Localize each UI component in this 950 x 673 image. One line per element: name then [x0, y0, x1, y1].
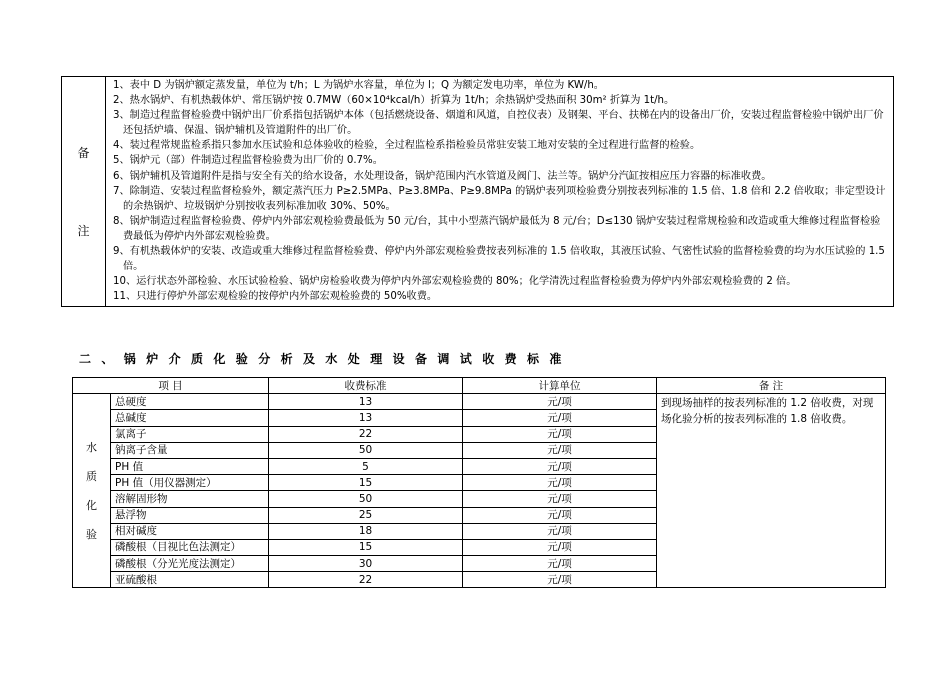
item-fee: 15	[269, 539, 463, 555]
header-item: 项 目	[73, 378, 269, 394]
item-unit: 元/项	[463, 491, 657, 507]
note-item: 5、锅炉元（部）件制造过程监督检验费为出厂价的 0.7%。	[113, 155, 383, 167]
note-item: 11、只进行停炉外部宏观检验的按停炉内外部宏观检验费的 50%收费。	[113, 291, 438, 303]
item-name: 溶解固形物	[111, 491, 269, 507]
item-fee: 18	[269, 523, 463, 539]
item-unit: 元/项	[463, 475, 657, 491]
notes-label-cell	[62, 77, 106, 307]
item-fee: 5	[269, 458, 463, 474]
notes-label-bottom: 注	[77, 223, 90, 238]
category-cell	[73, 394, 111, 588]
item-unit: 元/项	[463, 539, 657, 555]
note-item: 7、除制造、安装过程监督检验外，额定蒸汽压力 P≥2.5MPa、P≥3.8MPa、P≥9.8MPa 的锅炉表列项检验费分别按表列标准的 1.5 倍、1.8 倍和 2.2 倍收取；非定型设计的余热锅炉、垃圾锅炉分别按收表列标准加收 30%、50%。	[113, 185, 886, 212]
item-fee: 22	[269, 426, 463, 442]
note-item: 6、锅炉辅机及管道附件是指与安全有关的给水设备，水处理设备，锅炉范围内汽水管道及阀门、法兰等。锅炉分汽缸按相应压力容器的标准收费。	[113, 170, 772, 182]
note-item: 4、装过程常规监检系指只参加水压试验和总体验收的检验，全过程监检系指检验员常驻安装工地对安装的全过程进行监督的检验。	[113, 140, 701, 152]
item-name: 总碱度	[111, 410, 269, 426]
item-fee: 50	[269, 491, 463, 507]
category-char: 验	[86, 527, 97, 541]
item-unit: 元/项	[463, 442, 657, 458]
note-item: 3、制造过程监督检验费中锅炉出厂价系指包括锅炉本体（包括燃烧设备、烟道和风道，自控仪表）及钢架、平台、扶梯在内的设备出厂价，安装过程监督检验中锅炉出厂价还包括炉墙、保温、锅炉辅机及管道附件的出厂价。	[113, 110, 884, 137]
category-char: 水	[86, 440, 97, 454]
note-item: 2、热水锅炉、有机热载体炉、常压锅炉按 0.7MW（60×10⁴kcal/h）折算为 1t/h；余热锅炉受热面积 30m² 折算为 1t/h。	[113, 95, 675, 107]
header-fee: 收费标准	[269, 378, 463, 394]
notes-body	[106, 77, 894, 307]
fee-table-header-row	[73, 378, 886, 394]
item-name: 磷酸根（目视比色法测定）	[111, 539, 269, 555]
item-fee: 30	[269, 556, 463, 572]
item-unit: 元/项	[463, 426, 657, 442]
category-char: 化	[86, 498, 97, 512]
remark-cell: 到现场抽样的按表列标准的 1.2 倍收费，对现场化验分析的按表列标准的 1.8 倍收费。	[657, 394, 886, 588]
note-item: 1、表中 D 为锅炉额定蒸发量，单位为 t/h；L 为锅炉水容量，单位为 l；Q 为额定发电功率，单位为 KW/h。	[113, 80, 604, 91]
category-char: 质	[86, 469, 97, 483]
fee-table	[72, 377, 886, 588]
table-row	[73, 394, 886, 410]
note-item: 9、有机热载体炉的安装、改造或重大维修过程监督检验费、停炉内外部宏观检验费按表列标准的 1.5 倍收取，其液压试验、气密性试验的监督检验费的均为水压试验的 1.5 倍。	[113, 246, 885, 273]
item-name: PH 值（用仪器测定）	[111, 475, 269, 491]
note-item: 8、锅炉制造过程监督检验费、停炉内外部宏观检验费最低为 50 元/台，其中小型蒸汽锅炉最低为 8 元/台；D≤130 锅炉安装过程常规检验和改造或重大维修过程监督检验费最低为停炉内外部宏观检验费。	[113, 215, 881, 242]
item-unit: 元/项	[463, 556, 657, 572]
item-unit: 元/项	[463, 410, 657, 426]
item-name: 氯离子	[111, 426, 269, 442]
item-unit: 元/项	[463, 572, 657, 588]
notes-table	[61, 76, 894, 307]
item-fee: 50	[269, 442, 463, 458]
item-name: 亚硫酸根	[111, 572, 269, 588]
item-name: 相对碱度	[111, 523, 269, 539]
item-fee: 25	[269, 507, 463, 523]
item-name: 悬浮物	[111, 507, 269, 523]
header-unit: 计算单位	[463, 378, 657, 394]
section-title: 二、锅炉介质化验分析及水处理设备调试收费标准	[79, 352, 572, 366]
item-fee: 15	[269, 475, 463, 491]
item-fee: 13	[269, 394, 463, 410]
item-fee: 22	[269, 572, 463, 588]
notes-label-top: 备	[77, 145, 90, 160]
note-item: 10、运行状态外部检验、水压试验检验、锅炉房检验收费为停炉内外部宏观检验费的 80%；化学清洗过程监督检验费为停炉内外部宏观检验费的 2 倍。	[113, 276, 797, 288]
item-name: PH 值	[111, 458, 269, 474]
item-fee: 13	[269, 410, 463, 426]
item-name: 磷酸根（分光光度法测定）	[111, 556, 269, 572]
item-unit: 元/项	[463, 394, 657, 410]
item-name: 总硬度	[111, 394, 269, 410]
item-unit: 元/项	[463, 458, 657, 474]
item-name: 钠离子含量	[111, 442, 269, 458]
item-unit: 元/项	[463, 523, 657, 539]
header-remark: 备 注	[657, 378, 886, 394]
item-unit: 元/项	[463, 507, 657, 523]
